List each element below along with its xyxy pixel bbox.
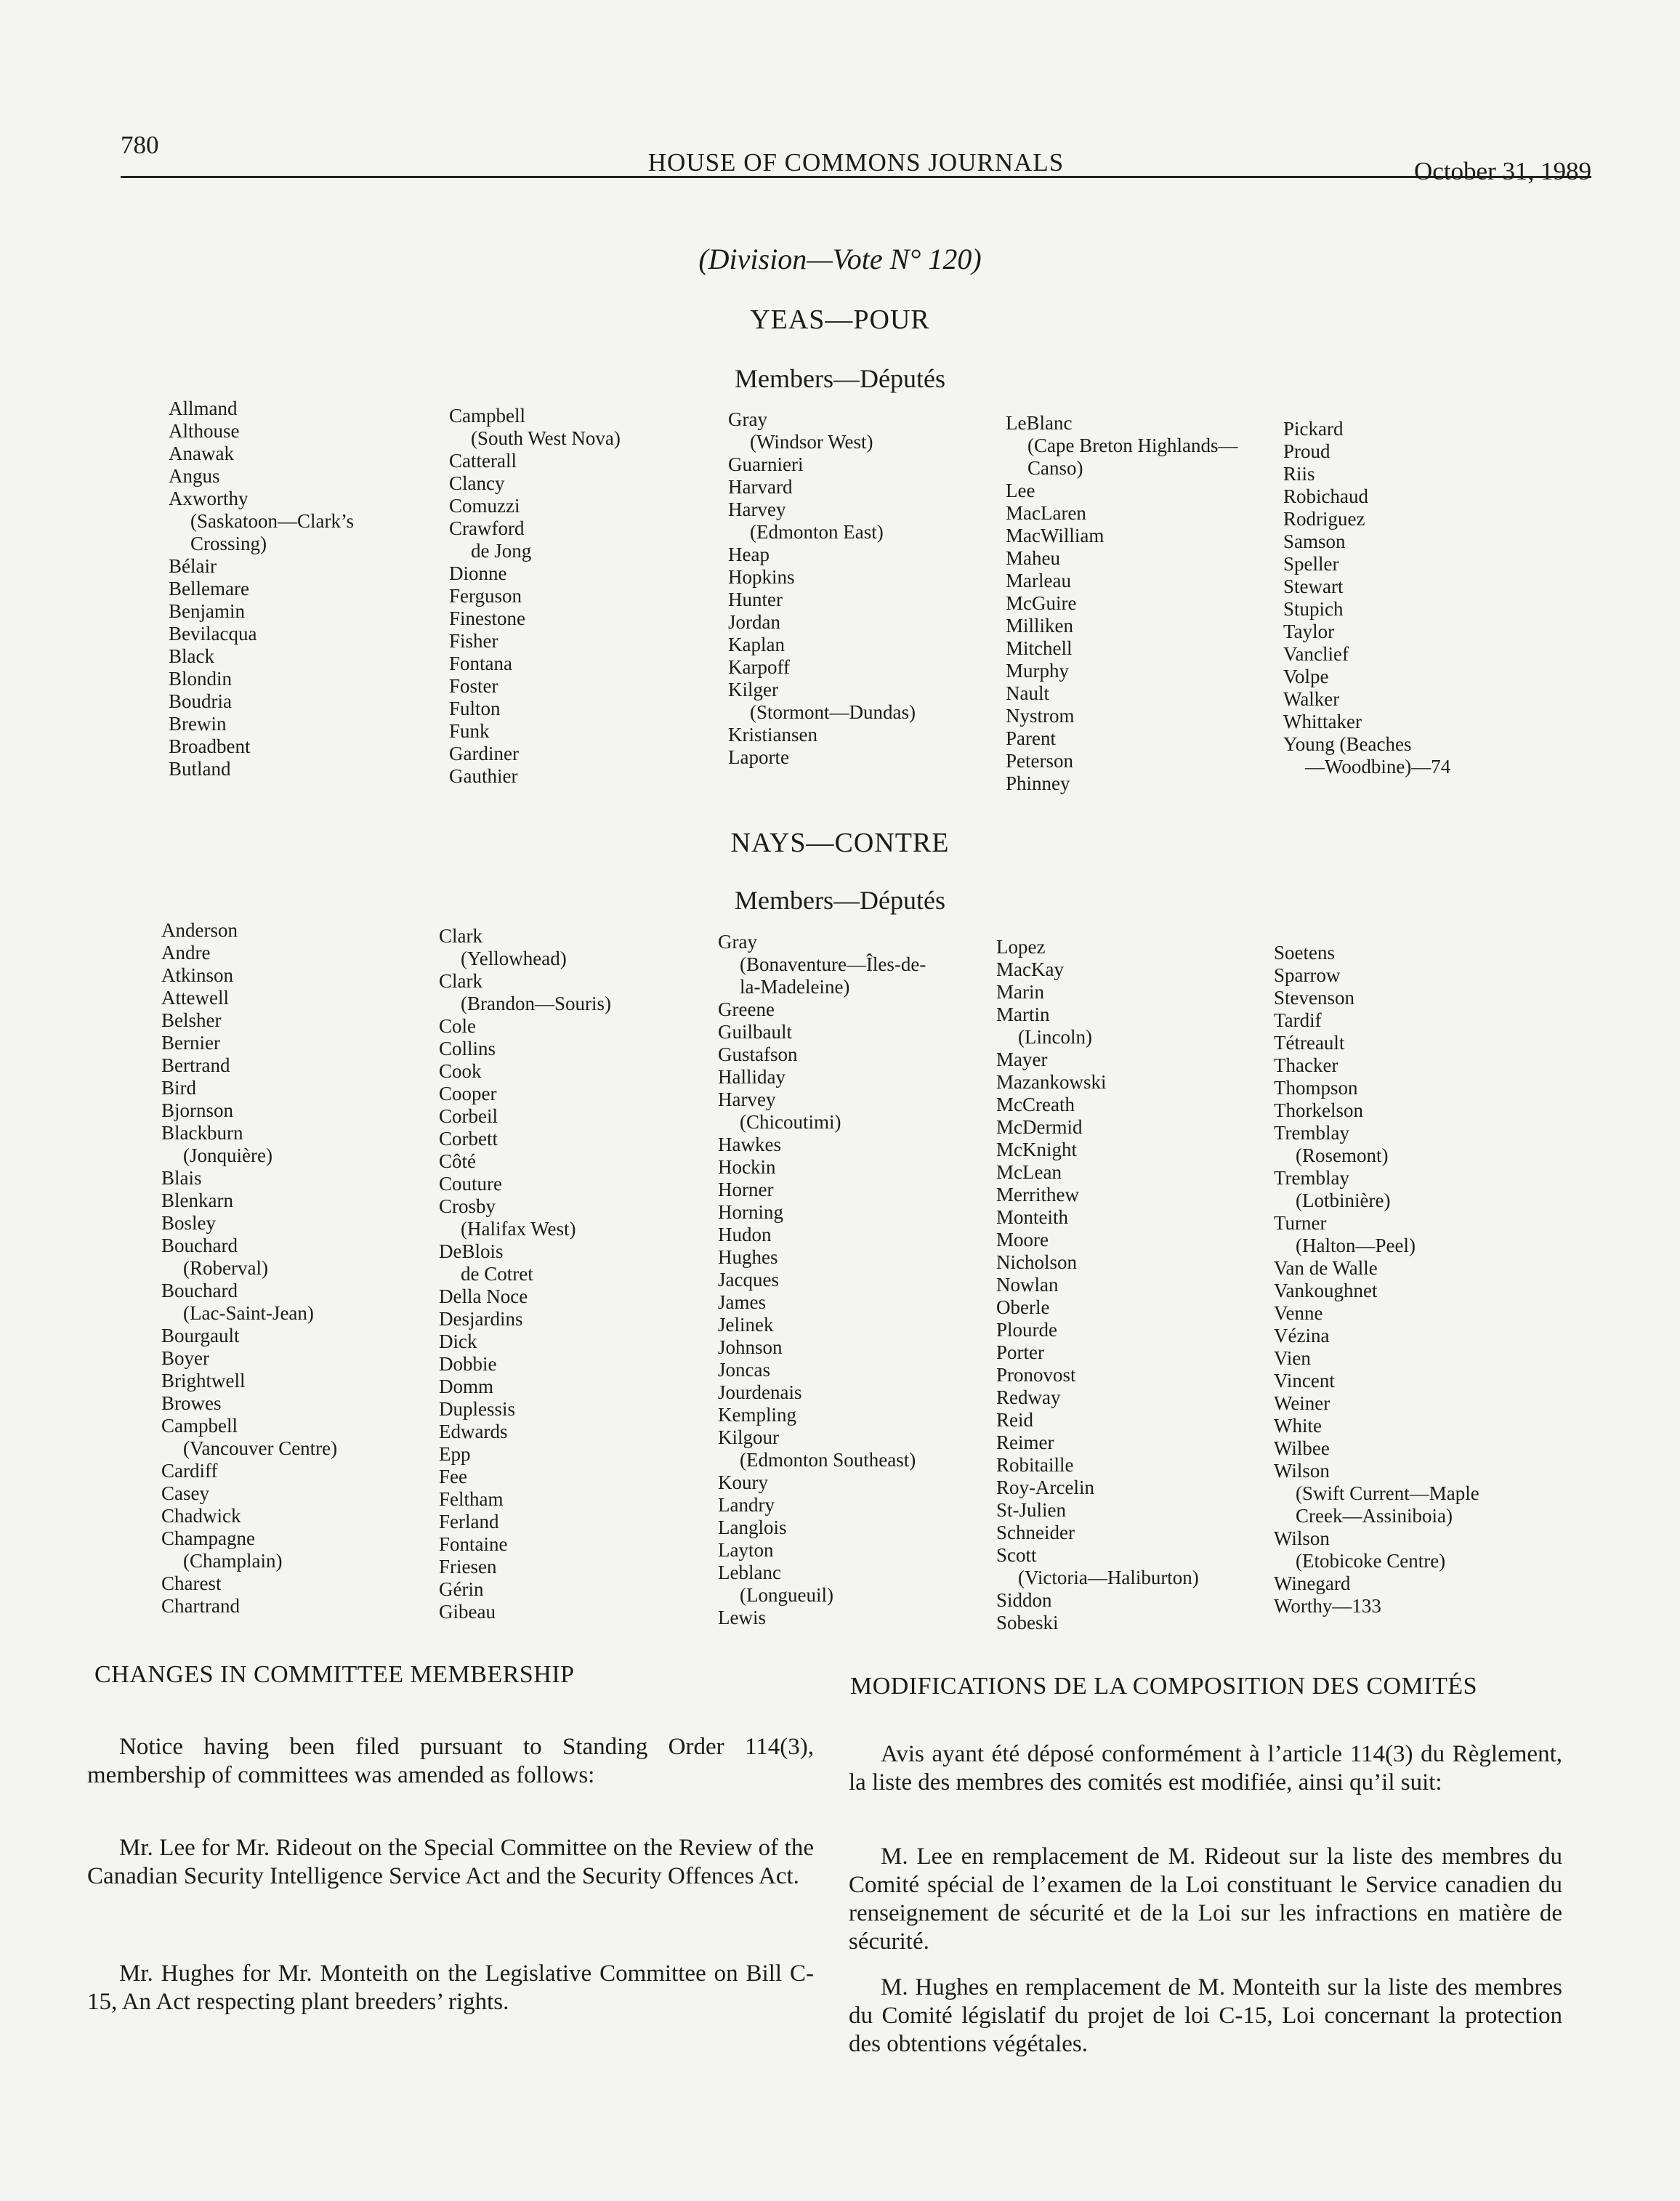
member-name: Edwards [439,1421,508,1442]
member-name: Butland [169,758,231,780]
member-name: Brewin [169,713,227,735]
member-name: (South West Nova) [471,427,621,449]
member-name: Jourdenais [718,1381,802,1403]
member-name: Della Noce [439,1285,528,1307]
member-name: Milliken [1006,615,1073,637]
member-name: Hughes [718,1246,778,1268]
member-name: Broadbent [169,735,251,757]
member-name: McGuire [1006,592,1077,614]
member-name: (Lac-Saint-Jean) [183,1302,314,1324]
member-name: Friesen [439,1556,497,1578]
member-name: Benjamin [169,600,245,622]
member-name: Cook [439,1060,482,1082]
nays-column-5 [1274,942,1479,1618]
member-name: Dick [439,1330,477,1352]
yeas-column-3 [728,408,916,769]
member-name: James [718,1291,766,1313]
member-name: Charest [161,1572,222,1594]
member-name: Maheu [1006,547,1060,569]
member-name: Blenkarn [161,1190,233,1211]
member-name: Phinney [1006,772,1070,794]
member-name: Dobbie [439,1353,497,1375]
member-name: Mazankowski [996,1071,1107,1093]
member-name: de Cotret [461,1263,533,1285]
member-name: (Yellowhead) [461,948,567,969]
member-name: Bellemare [169,578,249,599]
member-name: Koury [718,1471,768,1493]
member-name: Young (Beaches [1283,733,1412,755]
member-name: Kilger [728,679,778,700]
member-name: (Edmonton East) [750,521,884,543]
member-name: Funk [449,720,490,742]
member-name: White [1274,1415,1322,1437]
member-name: (Roberval) [183,1257,268,1279]
member-name: MacWilliam [1006,525,1104,546]
member-name: Corbeil [439,1105,498,1127]
member-name: Fisher [449,630,498,652]
member-name: Crossing) [190,533,267,554]
member-name: Vézina [1274,1325,1330,1346]
member-name: Atkinson [161,964,234,986]
member-name: (Swift Current—Maple [1296,1482,1479,1504]
member-name: Marin [996,981,1044,1003]
member-name: Gray [728,408,767,430]
member-name: Belsher [161,1009,222,1031]
member-name: Vincent [1274,1370,1335,1392]
member-name: Couture [439,1173,502,1195]
french-section-title: MODIFICATIONS DE LA COMPOSITION DES COMITÉS [850,1673,1478,1700]
member-name: Monteith [996,1206,1068,1228]
member-name: Bjornson [161,1099,234,1121]
member-name: Pronovost [996,1364,1076,1386]
member-name: Crosby [439,1195,496,1217]
member-name: Gray [718,931,757,953]
member-name: Proud [1283,440,1330,462]
member-name: (Halton—Peel) [1296,1235,1416,1256]
page-number: 780 [121,131,159,159]
member-name: Merrithew [996,1184,1079,1205]
member-name: Hopkins [728,566,795,588]
member-name: LeBlanc [1006,412,1073,434]
member-name: Fulton [449,698,501,719]
member-name: Plourde [996,1319,1057,1341]
member-name: Tardif [1274,1009,1322,1031]
member-name: Kempling [718,1404,796,1426]
member-name: Cole [439,1015,476,1037]
member-name: Guarnieri [728,453,804,475]
member-name: Robichaud [1283,485,1368,507]
member-name: (Chicoutimi) [740,1111,841,1133]
member-name: (Brandon—Souris) [461,993,611,1014]
member-name: Thorkelson [1274,1099,1363,1121]
member-name: de Jong [471,540,532,562]
member-name: MacKay [996,958,1064,980]
member-name: Riis [1283,463,1315,485]
member-name: Stevenson [1274,987,1354,1009]
member-name: Sparrow [1274,964,1341,986]
running-header [121,131,1591,185]
member-name: Guilbault [718,1021,792,1043]
member-name: Volpe [1283,666,1329,687]
member-name: Clark [439,970,482,992]
member-name: Heap [728,544,770,565]
member-name: Speller [1283,553,1339,575]
member-name: Whittaker [1283,711,1362,732]
member-name: St-Julien [996,1499,1067,1521]
member-name: Creek—Assiniboia) [1296,1505,1453,1527]
member-name: Moore [996,1229,1049,1251]
member-name: Browes [161,1392,222,1414]
member-name: Roy-Arcelin [996,1477,1094,1498]
member-name: Casey [161,1482,209,1504]
member-name: Stupich [1283,598,1344,620]
nays-subheading: Members—Députés [735,886,945,915]
member-name: DeBlois [439,1240,504,1262]
member-name: Fee [439,1466,467,1487]
member-name: Pickard [1283,418,1344,440]
member-name: Peterson [1006,750,1073,772]
yeas-heading: YEAS—POUR [750,304,930,335]
member-name: Walker [1283,688,1340,710]
member-name: (Champlain) [183,1550,283,1572]
member-name: Gérin [439,1578,484,1600]
nays-column-1 [161,919,337,1618]
member-name: Chartrand [161,1595,240,1617]
member-name: (Jonquière) [183,1144,272,1166]
member-name: Dionne [449,562,507,584]
english-paragraph-2: Mr. Lee for Mr. Rideout on the Special Committee on the Review of the Canadian Security Intelligence Service Act and the Security Offences Act. [87,1835,814,1889]
member-name: Crawford [449,517,525,539]
member-name: Soetens [1274,942,1335,964]
yeas-column-1 [169,397,354,780]
member-name: Siddon [996,1589,1052,1611]
member-name: Nault [1006,682,1049,704]
member-name: Wilbee [1274,1437,1330,1459]
member-name: (Lincoln) [1018,1026,1092,1048]
member-name: Horning [718,1201,783,1223]
member-name: (Rosemont) [1296,1144,1389,1166]
member-name: Black [169,645,214,667]
member-name: Jacques [718,1269,779,1291]
member-name: Tétreault [1274,1032,1345,1054]
member-name: Domm [439,1376,494,1397]
member-name: (Vancouver Centre) [183,1437,338,1459]
member-name: Duplessis [439,1398,516,1420]
member-name: Halliday [718,1066,786,1088]
member-name: (Windsor West) [750,431,873,453]
member-name: Lewis [718,1607,766,1628]
english-paragraph-1: Notice having been filed pursuant to Standing Order 114(3), membership of committees was amended as follows: [87,1734,814,1788]
member-name: —Woodbine)—74 [1305,756,1451,778]
member-name: Wilson [1274,1460,1330,1482]
member-name: Sobeski [996,1612,1059,1633]
member-name: Blondin [169,668,233,690]
member-name: Kilgour [718,1426,779,1448]
member-name: McDermid [996,1116,1083,1138]
member-name: Campbell [161,1415,238,1437]
member-name: Andre [161,942,211,964]
member-name: Greene [718,998,775,1020]
member-name: Althouse [169,420,240,442]
member-name: Murphy [1006,660,1069,682]
member-name: Brightwell [161,1370,246,1392]
member-name: Blais [161,1167,202,1189]
yeas-column-2 [449,405,621,788]
member-name: Stewart [1283,576,1344,597]
member-name: Bouchard [161,1235,238,1256]
french-paragraph-2: M. Lee en remplacement de M. Rideout sur la liste des membres du Comité spécial de l’examen de la Loi constituant le Service canadien du renseignement de sécurité et de la Loi sur les infractions en matière de sécurité. [849,1843,1562,1955]
member-name: Rodriguez [1283,508,1365,530]
member-name: Gardiner [449,743,519,764]
member-name: Allmand [169,397,238,419]
member-name: Landry [718,1494,775,1516]
member-name: (Bonaventure—Îles-de- [740,953,926,975]
member-name: Collins [439,1038,496,1059]
member-name: (Longueuil) [740,1584,833,1606]
member-name: (Stormont—Dundas) [750,701,916,723]
member-name: Vanclief [1283,643,1349,665]
member-name: Reimer [996,1431,1054,1453]
member-name: Canso) [1027,457,1083,479]
member-name: Clark [439,925,482,947]
nays-column-4 [996,936,1199,1634]
member-name: Bertrand [161,1054,230,1076]
member-name: Lee [1006,480,1035,501]
member-name: Gibeau [439,1601,496,1623]
member-name: Laporte [728,746,789,768]
member-name: McLean [996,1161,1062,1183]
member-name: (Lotbinière) [1296,1190,1391,1211]
member-name: Leblanc [718,1562,781,1583]
member-name: (Etobicoke Centre) [1296,1550,1446,1572]
nays-column-2 [439,925,611,1623]
member-name: la-Madeleine) [740,976,850,998]
member-name: Harvard [728,476,793,498]
member-name: Bouchard [161,1280,238,1301]
member-name: Anawak [169,443,234,464]
member-name: McKnight [996,1139,1077,1160]
member-name: Vankoughnet [1274,1280,1378,1301]
member-name: Reid [996,1409,1033,1431]
division-title: (Division—Vote N° 120) [698,243,982,275]
member-name: Tremblay [1274,1122,1350,1144]
member-name: Layton [718,1539,774,1561]
journal-title: HOUSE OF COMMONS JOURNALS [647,148,1065,177]
member-name: Bélair [169,555,217,577]
member-name: Hockin [718,1156,776,1178]
member-name: Karpoff [728,656,790,678]
member-name: Bird [161,1077,197,1099]
member-name: Cardiff [161,1460,218,1482]
member-name: Kristiansen [728,724,817,746]
member-name: Champagne [161,1527,255,1549]
member-name: Parent [1006,727,1056,749]
member-name: Thompson [1274,1077,1358,1099]
member-name: Schneider [996,1522,1075,1543]
member-name: Axworthy [169,488,249,509]
member-name: (Halifax West) [461,1218,576,1240]
member-name: Johnson [718,1336,783,1358]
member-name: Boyer [161,1347,209,1369]
member-name: Venne [1274,1302,1323,1324]
nays-column-3 [718,931,926,1629]
member-name: Nicholson [996,1251,1077,1273]
member-name: Jordan [728,611,780,633]
member-name: Oberle [996,1296,1050,1318]
member-name: Epp [439,1443,471,1465]
member-name: Tremblay [1274,1167,1350,1189]
member-name: Hunter [728,589,783,610]
member-name: (Edmonton Southeast) [740,1449,916,1471]
member-name: Weiner [1274,1392,1330,1414]
member-name: (Saskatoon—Clark’s [190,510,354,532]
header-date: October 31, 1989 [1414,157,1591,185]
member-name: MacLaren [1006,502,1086,524]
member-name: Catterall [449,450,517,472]
member-name: Joncas [718,1359,770,1381]
member-name: Kaplan [728,634,785,655]
member-name: Ferguson [449,585,522,607]
member-name: Bernier [161,1032,220,1054]
member-name: Mayer [996,1049,1048,1070]
english-paragraph-3: Mr. Hughes for Mr. Monteith on the Legislative Committee on Bill C-15, An Act respecting plant breeders’ rights. [87,1960,814,2015]
member-name: Feltham [439,1488,504,1510]
member-name: Cooper [439,1083,497,1104]
member-name: Mitchell [1006,637,1073,659]
english-section-title: CHANGES IN COMMITTEE MEMBERSHIP [94,1661,575,1688]
member-name: Winegard [1274,1572,1351,1594]
member-name: Bourgault [161,1325,240,1346]
member-name: Porter [996,1341,1044,1363]
member-name: Redway [996,1386,1061,1408]
yeas-subheading: Members—Députés [735,364,945,393]
member-name: Worthy—133 [1274,1595,1381,1617]
member-name: Turner [1274,1212,1327,1234]
member-name: (Cape Breton Highlands— [1027,435,1238,456]
member-name: Wilson [1274,1527,1330,1549]
member-name: Ferland [439,1511,499,1532]
member-name: Foster [449,675,498,697]
member-name: Nystrom [1006,705,1075,727]
member-name: Nowlan [996,1274,1059,1296]
member-name: Hudon [718,1224,772,1245]
member-name: Clancy [449,472,505,494]
member-name: Martin [996,1003,1050,1025]
member-name: Boudria [169,690,232,712]
member-name: Robitaille [996,1454,1074,1476]
member-name: Van de Walle [1274,1257,1378,1279]
member-name: Scott [996,1544,1037,1566]
member-name: Fontana [449,653,512,674]
member-name: Thacker [1274,1054,1338,1076]
member-name: Horner [718,1179,774,1200]
yeas-column-4 [1006,412,1237,795]
member-name: Chadwick [161,1505,241,1527]
member-name: Finestone [449,607,525,629]
member-name: Fontaine [439,1533,508,1555]
french-paragraph-1: Avis ayant été déposé conformément à l’article 114(3) du Règlement, la liste des membres des comités est modifiée, ainsi qu’il suit: [849,1741,1562,1796]
member-name: McCreath [996,1094,1075,1115]
member-name: Bevilacqua [169,623,257,645]
member-name: Gauthier [449,765,518,787]
member-name: Gustafson [718,1043,798,1065]
nays-heading: NAYS—CONTRE [730,828,950,858]
member-name: Anderson [161,919,238,941]
member-name: Samson [1283,530,1346,552]
member-name: Lopez [996,936,1046,958]
member-name: Hawkes [718,1134,781,1155]
member-name: Bosley [161,1212,217,1234]
member-name: Comuzzi [449,495,520,517]
member-name: Marleau [1006,570,1071,591]
member-name: Côté [439,1150,476,1172]
member-name: Angus [169,465,220,487]
french-paragraph-3: M. Hughes en remplacement de M. Monteith sur la liste des membres du Comité législatif du projet de loi C-15, Loi concernant la protection des obtentions végétales. [849,1974,1562,2057]
member-name: Attewell [161,987,229,1009]
yeas-column-5 [1283,418,1450,778]
member-name: Blackburn [161,1122,243,1144]
member-name: Campbell [449,405,525,427]
member-name: Vien [1274,1347,1311,1369]
member-name: Desjardins [439,1308,523,1330]
member-name: (Victoria—Haliburton) [1018,1567,1199,1588]
member-name: Taylor [1283,621,1335,642]
member-name: Corbett [439,1128,498,1150]
member-name: Harvey [728,498,786,520]
member-name: Langlois [718,1517,787,1538]
member-name: Harvey [718,1089,776,1110]
member-name: Jelinek [718,1314,774,1336]
